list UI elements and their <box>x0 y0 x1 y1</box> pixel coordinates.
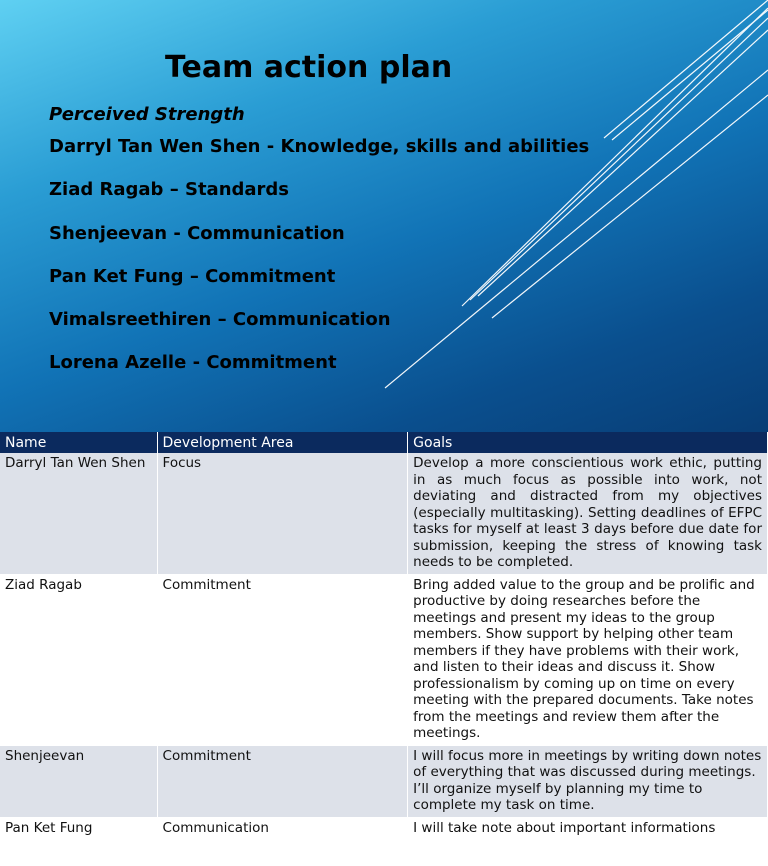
cell-area: Communication <box>157 817 408 840</box>
strength-item: Pan Ket Fung – Commitment <box>49 266 336 287</box>
cell-name: Pan Ket Fung <box>0 817 157 840</box>
column-header-goals: Goals <box>408 432 768 453</box>
slide-title: Team action plan <box>165 50 453 85</box>
table-header-row <box>0 432 768 453</box>
table-row <box>0 453 768 574</box>
cell-goals: I will take note about important informations <box>408 817 768 840</box>
column-header-name: Name <box>0 432 157 453</box>
table-row <box>0 574 768 745</box>
strength-item: Shenjeevan - Communication <box>49 223 345 244</box>
title-banner <box>0 0 768 432</box>
cell-name: Ziad Ragab <box>0 574 157 745</box>
development-table <box>0 432 768 840</box>
strength-item: Lorena Azelle - Commitment <box>49 352 337 373</box>
cell-goals: I will focus more in meetings by writing down notes of everything that was discussed during meetings. I’ll organize myself by planning my time to complete my task on time. <box>408 745 768 817</box>
perceived-strength-heading: Perceived Strength <box>49 104 245 125</box>
cell-area: Commitment <box>157 574 408 745</box>
table-row <box>0 817 768 840</box>
column-header-development-area: Development Area <box>157 432 408 453</box>
strength-item: Ziad Ragab – Standards <box>49 179 290 200</box>
cell-area: Commitment <box>157 745 408 817</box>
table-row <box>0 745 768 817</box>
strength-item: Darryl Tan Wen Shen - Knowledge, skills and abilities <box>49 136 590 157</box>
strength-item: Vimalsreethiren – Communication <box>49 309 391 330</box>
cell-name: Shenjeevan <box>0 745 157 817</box>
cell-area: Focus <box>157 453 408 574</box>
cell-goals: Bring added value to the group and be prolific and productive by doing researches before the meetings and present my ideas to the group members. Show support by helping other team members if they have problems with their work, and listen to their ideas and discuss it. Show professionalism by coming up on time on every meeting with the prepared documents. Take notes from the meetings and review them after the meetings. <box>408 574 768 745</box>
cell-name: Darryl Tan Wen Shen <box>0 453 157 574</box>
cell-goals: Develop a more conscientious work ethic, putting in as much focus as possible into work, not deviating and distracted from my objectives (especially multitasking). Setting deadlines of EFPC tasks for myself at least 3 days before due date for submission, keeping the stress of knowing task needs to be completed. <box>408 453 768 574</box>
